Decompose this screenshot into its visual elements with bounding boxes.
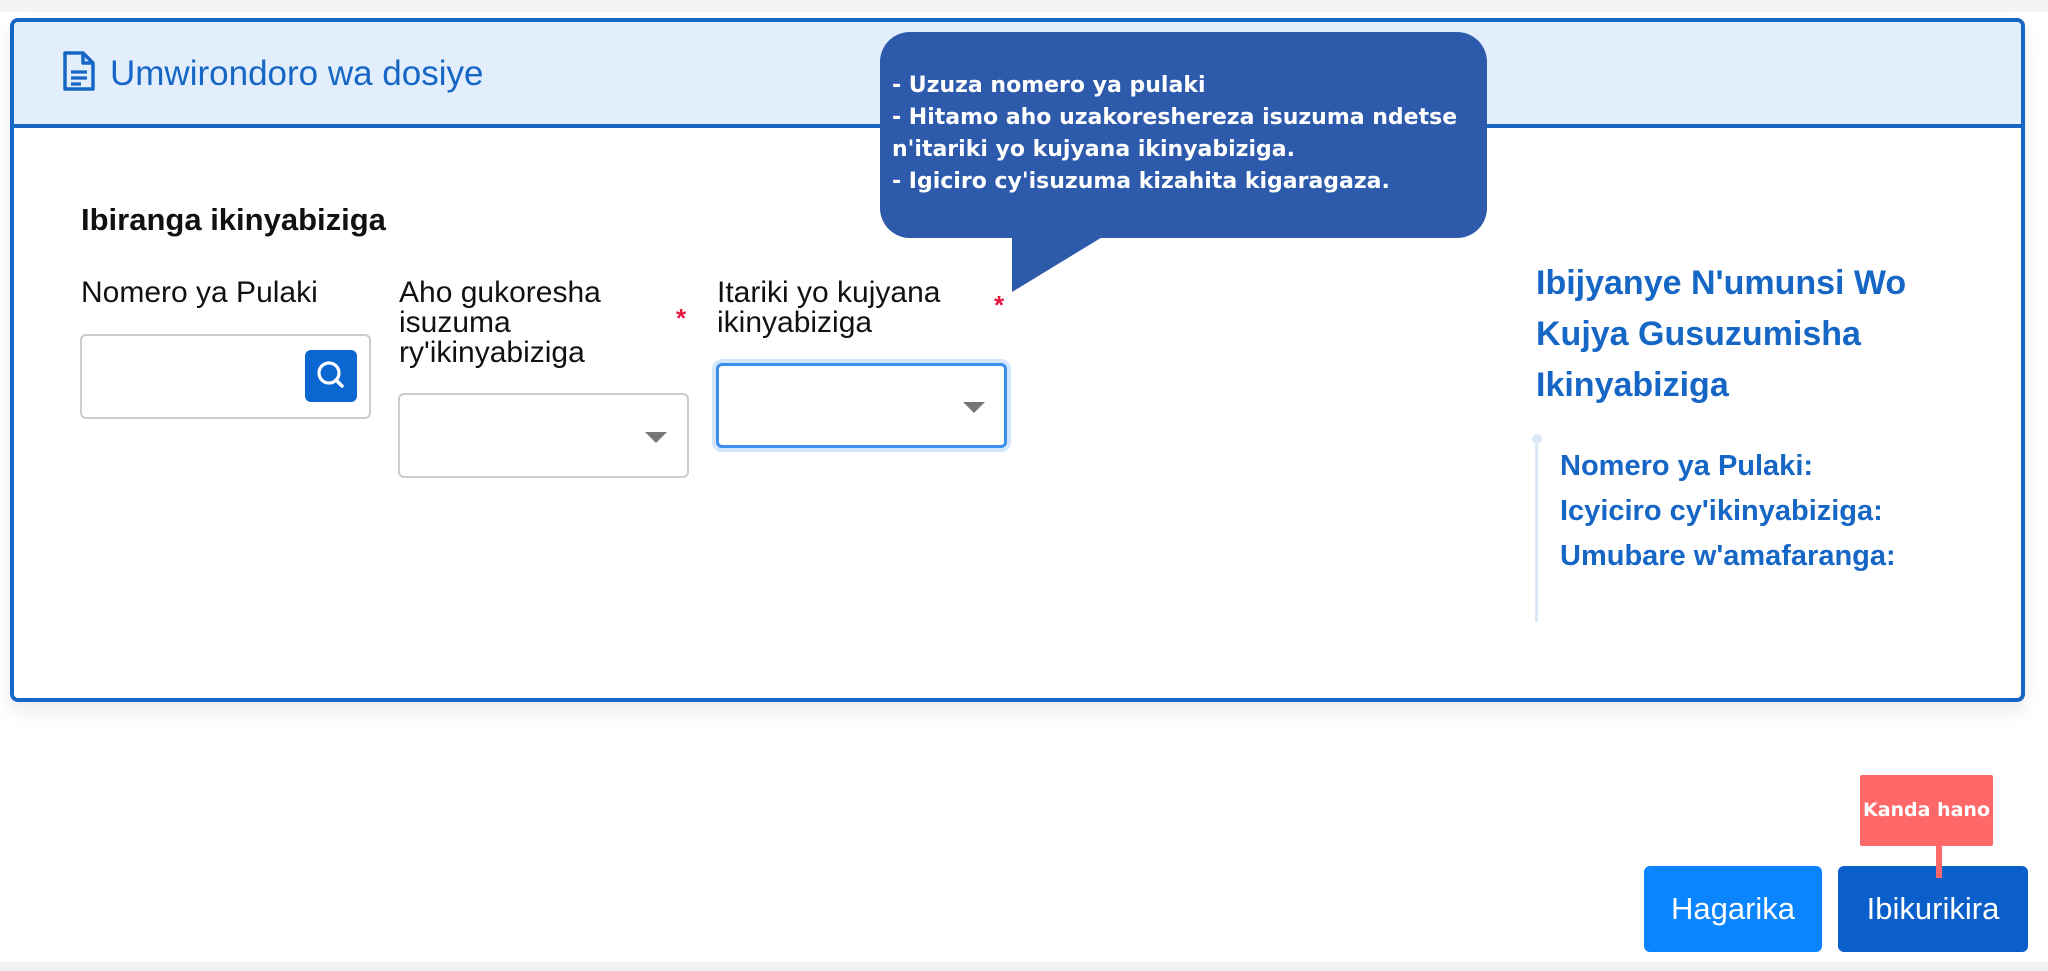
plate-number-label: Nomero ya Pulaki [81, 276, 318, 309]
inspection-place-label [399, 278, 601, 368]
inspection-place-label-line: isuzuma [399, 306, 511, 339]
inspection-date-label-line: ikinyabiziga [717, 306, 873, 339]
hint-pointer [1936, 846, 1942, 878]
search-icon [305, 350, 357, 402]
summary-row-label: Umubare w'amafaranga: [1560, 540, 1896, 572]
plate-search-button[interactable] [305, 350, 357, 402]
summary-category-row [1560, 495, 1883, 528]
summary-plate-row [1560, 450, 1813, 483]
summary-title: Ibijyanye N'umunsi Wo Kujya Gusuzumisha Ikinyabiziga [1536, 264, 1907, 404]
chevron-down-icon [645, 432, 667, 443]
plate-number-input[interactable] [80, 334, 371, 419]
card-title: Umwirondoro wa dosiye [110, 54, 484, 93]
inspection-date-label-line: Itariki yo kujyana [717, 276, 941, 309]
document-icon [62, 50, 96, 92]
summary-row-label: Nomero ya Pulaki: [1560, 450, 1814, 482]
tooltip-line: n'itariki yo kujyana ikinyabiziga. [892, 137, 1295, 162]
tooltip-line: - Igiciro cy'isuzuma kizahita kigaragaza. [892, 169, 1390, 194]
summary-row-label: Icyiciro cy'ikinyabiziga: [1560, 495, 1883, 527]
cancel-button[interactable]: Hagarika [1644, 866, 1822, 952]
next-button[interactable]: Ibikurikira [1838, 866, 2028, 952]
tooltip-line: - Hitamo aho uzakoreshereza isuzuma ndetse [892, 105, 1458, 130]
tooltip-line: - Uzuza nomero ya pulaki [892, 73, 1206, 98]
inspection-place-label-line: Aho gukoresha [399, 276, 601, 309]
inspection-date-select[interactable] [716, 363, 1007, 448]
required-mark: * [994, 290, 1005, 320]
tooltip-pointer [1012, 236, 1104, 292]
page-bottom-strip [0, 962, 2048, 971]
inspection-date-label [717, 278, 940, 338]
chevron-down-icon [963, 402, 985, 413]
summary-timeline-rail [1535, 440, 1538, 622]
required-mark: * [676, 303, 687, 333]
summary-amount-row [1560, 540, 1896, 573]
section-title: Ibiranga ikinyabiziga [81, 202, 386, 237]
guide-tooltip [880, 32, 1487, 238]
inspection-place-label-line: ry'ikinyabiziga [399, 336, 585, 369]
click-here-hint: Kanda hano [1860, 775, 1993, 846]
inspection-place-select[interactable] [398, 393, 689, 478]
page-top-strip [0, 0, 2048, 12]
